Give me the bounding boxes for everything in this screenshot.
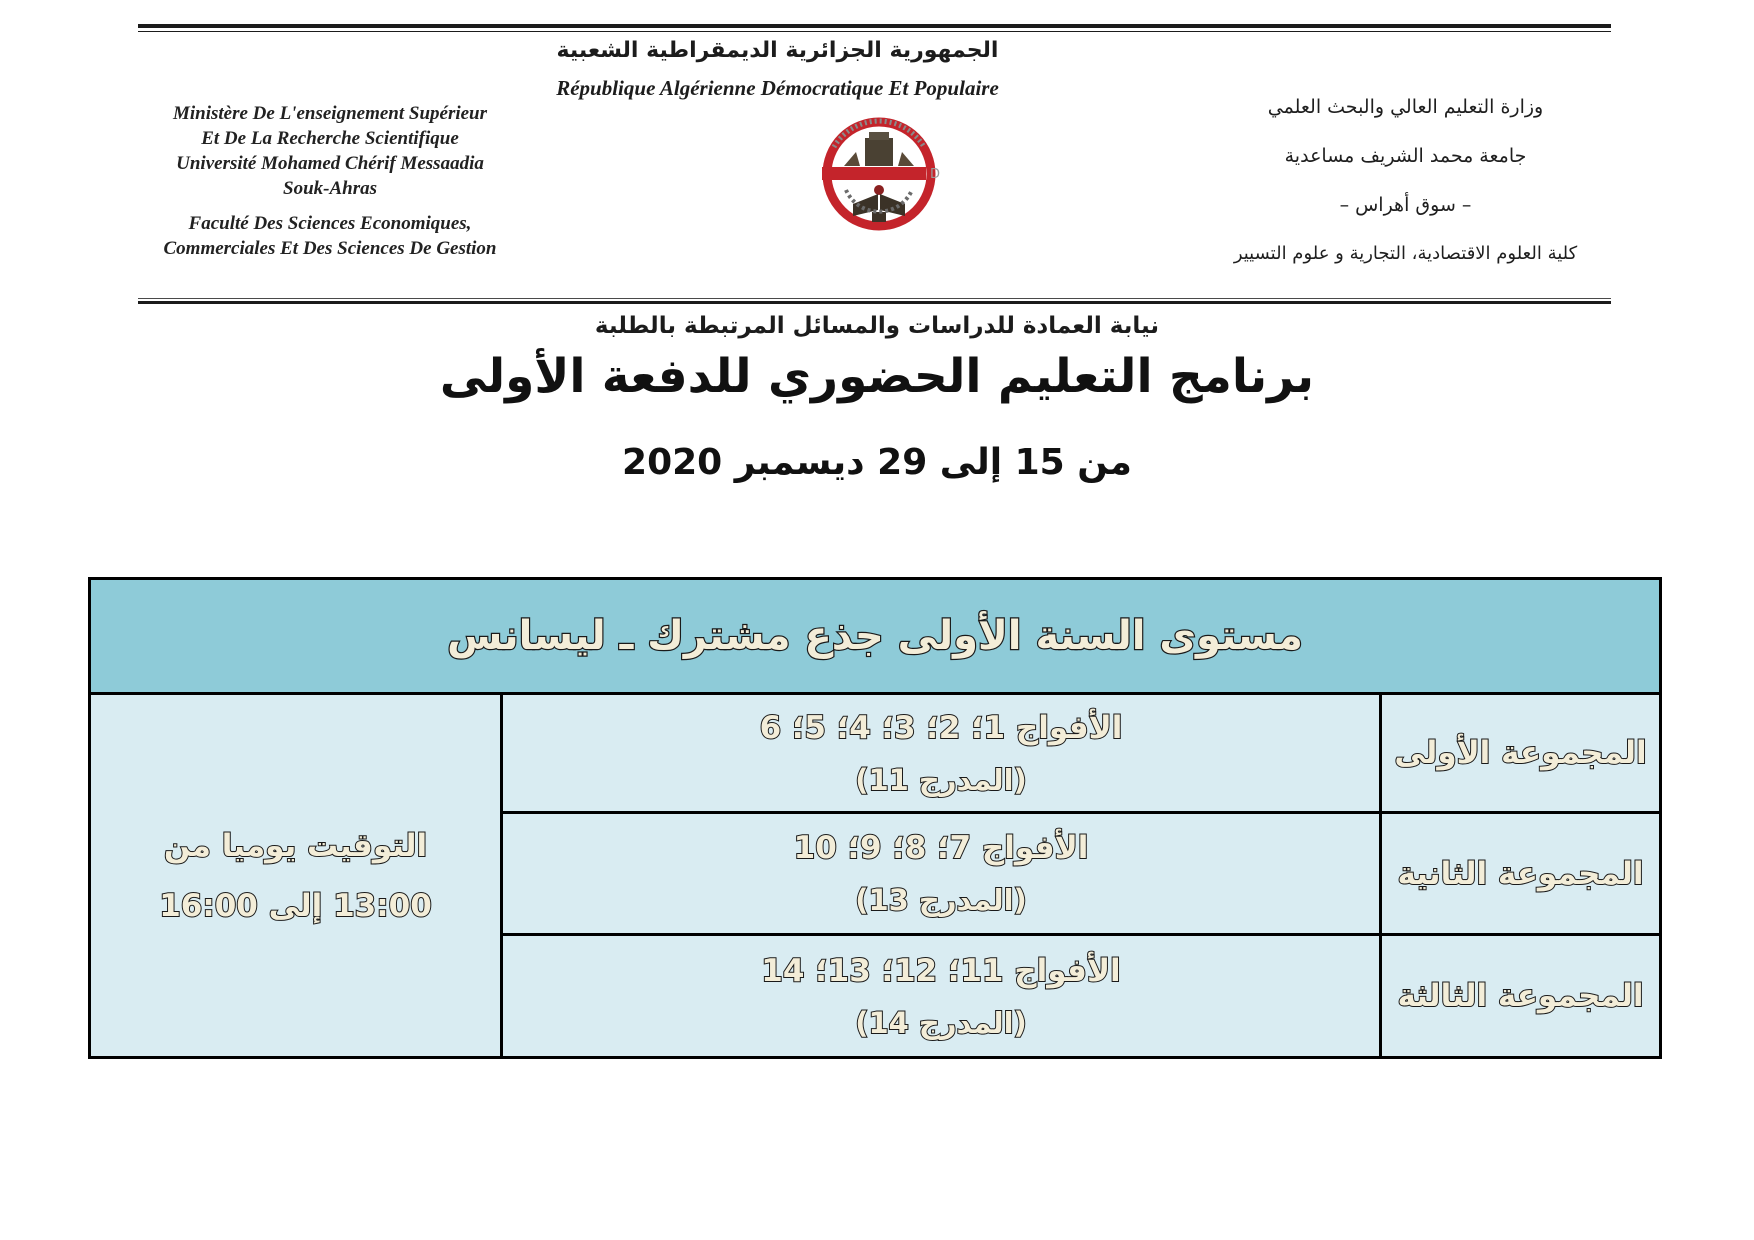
time-line-2: 13:00 إلى 16:00 [159,887,432,924]
groups-line: الأفواج 11؛ 12؛ 13؛ 14 [761,952,1121,989]
university-line-ar: جامعة محمد الشريف مساعدية [1284,145,1527,167]
hall-line: (المدرج 14) [855,1005,1027,1040]
detail-cell-2 [502,813,1381,935]
table-header-cell [90,579,1661,694]
group-cell-2 [1381,813,1661,935]
date-range-subtitle: من 15 إلى 29 ديسمبر 2020 [622,442,1132,483]
faculty-line-ar: كلية العلوم الاقتصادية، التجارية و علوم التسيير [1233,243,1578,264]
ministry-line: Et De La Recherche Scientifique [201,128,459,149]
hall-line: (المدرج 13) [855,883,1027,917]
group-cell-3 [1381,935,1661,1058]
groups-line: الأفواج 7؛ 8؛ 9؛ 10 [793,830,1089,866]
time-cell [90,694,502,1058]
group-label: المجموعة الثالثة [1397,978,1644,1014]
group-label: المجموعة الأولى [1394,735,1647,771]
city-line: Souk-Ahras [283,178,377,199]
table-header-row [90,579,1661,694]
ministry-line: Ministère De L'enseignement Supérieur [172,103,488,124]
deanship-line: نيابة العمادة للدراسات والمسائل المرتبطة بالطلبة [594,313,1160,339]
group-cell-1 [1381,694,1661,813]
time-line-1: التوقيت يوميا من [163,827,428,864]
faculty-line: Commerciales Et Des Sciences De Gestion [163,238,497,259]
hall-line: (المدرج 11) [855,762,1027,797]
svg-text:D: D [930,167,941,182]
schedule-table [88,577,1662,1059]
group-label: المجموعة الثانية [1397,855,1644,892]
header-top-rule [138,24,1611,32]
ministry-block-french [112,101,548,261]
university-seal-icon [820,112,942,236]
table-row [90,694,1661,813]
header-bottom-rule [138,298,1611,304]
detail-cell-1 [502,694,1381,813]
university-seal-logo [820,112,942,236]
city-line-ar: – سوق أهراس – [1339,194,1472,216]
faculty-line: Faculté Des Sciences Economiques, [188,213,472,234]
country-name-arabic: الجمهورية الجزائرية الديمقراطية الشعبية [556,38,999,63]
ministry-block-arabic [1148,96,1663,264]
detail-cell-3 [502,935,1381,1058]
university-line: Université Mohamed Chérif Messaadia [176,153,484,174]
country-name-french: République Algérienne Démocratique Et Populaire [556,76,999,100]
page-title: برنامج التعليم الحضوري للدفعة الأولى [439,349,1315,404]
groups-line: الأفواج 1؛ 2؛ 3؛ 4؛ 5؛ 6 [759,709,1123,746]
ministry-line-ar: وزارة التعليم العالي والبحث العلمي [1267,96,1544,118]
level-header-text: مستوى السنة الأولى جذع مشترك ـ ليسانس [447,613,1303,659]
